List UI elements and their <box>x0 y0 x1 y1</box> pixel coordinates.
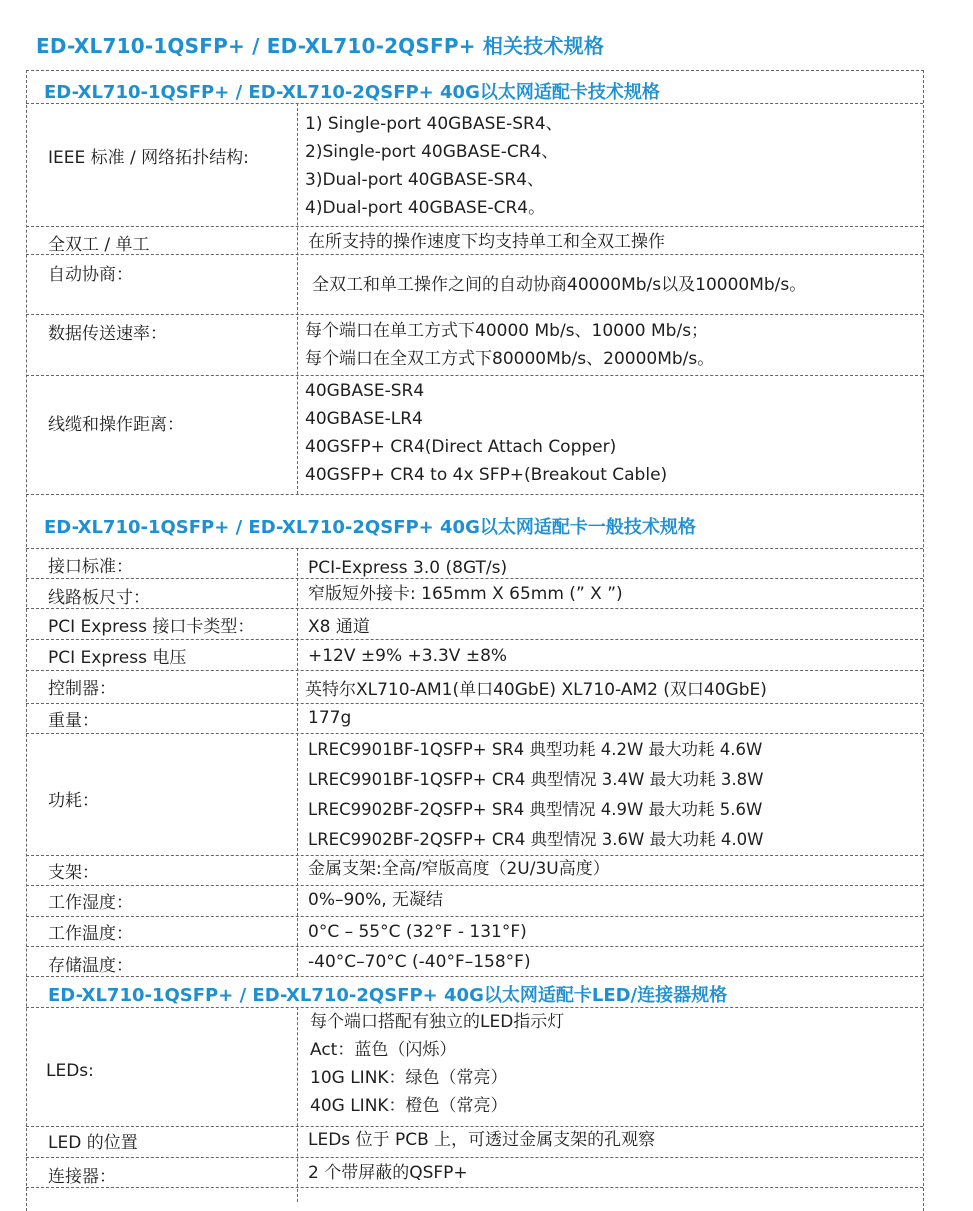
spec-label-interface: 接口标准： <box>48 557 133 577</box>
row-divider <box>26 1157 923 1158</box>
divider <box>26 548 923 549</box>
spec-value-led-position: LEDs 位于 PCB 上，可透过金属支架的孔观察 <box>308 1130 656 1150</box>
spec-label-humidity: 工作湿度： <box>48 893 133 913</box>
spec-label-pci-type: PCI Express 接口卡类型： <box>48 617 255 637</box>
spec-value-line: 3)Dual-port 40GBASE-SR4、 <box>305 170 545 190</box>
spec-value-line: 40GBASE-LR4 <box>305 409 423 429</box>
spec-value-power <box>308 735 763 855</box>
spec-label-board-size: 线路板尺寸： <box>48 588 150 608</box>
spec-value-board-size: 窄版短外接卡: 165mm X 65mm (” X ”) <box>308 584 623 604</box>
spec-value-line: LREC9901BF-1QSFP+ CR4 典型情况 3.4W 最大功耗 3.8W <box>308 770 764 789</box>
spec-value-line: 10G LINK：绿色（常亮） <box>310 1068 508 1088</box>
row-divider <box>26 226 923 227</box>
spec-label-rate: 数据传送速率： <box>48 324 167 344</box>
section-header-led: ED-XL710-1QSFP+ / ED-XL710-2QSFP+ 40G以太网适配卡LED/连接器规格 <box>48 985 728 1006</box>
divider <box>26 103 923 104</box>
spec-value-line: 在所支持的操作速度下均支持单工和全双工操作 <box>308 232 665 252</box>
row-divider <box>26 1187 923 1188</box>
spec-value-bracket: 金属支架:全高/窄版高度（2U/3U高度） <box>308 859 610 879</box>
row-divider <box>26 254 923 255</box>
spec-value-autoneg <box>312 271 806 299</box>
page-title: ED-XL710-1QSFP+ / ED-XL710-2QSFP+ 相关技术规格 <box>36 34 605 58</box>
spec-label-weight: 重量： <box>48 711 99 731</box>
spec-label-op-temp: 工作温度： <box>48 924 133 944</box>
spec-label-bracket: 支架： <box>48 863 99 883</box>
spec-value-pci-type: X8 通道 <box>308 617 370 637</box>
spec-value-op-temp: 0°C – 55°C (32°F - 131°F) <box>308 922 527 942</box>
spec-value-line: 40GSFP+ CR4 to 4x SFP+(Breakout Cable) <box>305 465 668 485</box>
column-divider <box>297 103 298 494</box>
row-divider <box>26 608 923 609</box>
spec-value-rate <box>305 317 714 373</box>
spec-value-interface: PCI-Express 3.0 (8GT/s) <box>308 558 508 578</box>
row-divider <box>26 578 923 579</box>
spec-label-ieee: IEEE 标准 / 网络拓扑结构: <box>48 148 249 168</box>
row-divider <box>26 916 923 917</box>
spec-value-leds <box>310 1008 564 1120</box>
spec-label-duplex: 全双工 / 单工 <box>48 235 150 255</box>
spec-value-line: 每个端口在全双工方式下80000Mb/s、20000Mb/s。 <box>305 349 715 369</box>
spec-label-power: 功耗： <box>48 791 99 811</box>
spec-value-connector: 2 个带屏蔽的QSFP+ <box>308 1163 468 1183</box>
spec-value-cable <box>305 377 667 489</box>
row-divider <box>26 670 923 671</box>
spec-value-line: 40GBASE-SR4 <box>305 381 425 401</box>
spec-value-line: 40GSFP+ CR4(Direct Attach Copper) <box>305 437 617 457</box>
spec-value-controller: 英特尔XL710-AM1(单口40GbE) XL710-AM2 (双口40GbE) <box>305 680 767 700</box>
spec-value-duplex <box>308 228 665 256</box>
spec-value-line: 40G LINK：橙色（常亮） <box>310 1096 508 1116</box>
section-header-tech: ED-XL710-1QSFP+ / ED-XL710-2QSFP+ 40G以太网适配卡技术规格 <box>44 82 660 103</box>
spec-value-humidity: 0%–90%, 无凝结 <box>308 890 444 910</box>
spec-label-storage-temp: 存储温度： <box>48 956 133 976</box>
spec-value-storage-temp: -40°C–70°C (-40°F–158°F) <box>308 952 531 972</box>
spec-label-controller: 控制器： <box>48 679 116 699</box>
spec-value-line: 每个端口在单工方式下40000 Mb/s、10000 Mb/s； <box>305 321 709 341</box>
spec-value-line: Act：蓝色（闪烁） <box>310 1040 457 1060</box>
row-divider <box>26 375 923 376</box>
spec-label-leds: LEDs: <box>46 1061 94 1081</box>
spec-label-cable: 线缆和操作距离： <box>48 415 184 435</box>
row-divider <box>26 733 923 734</box>
spec-value-line: 2)Single-port 40GBASE-CR4、 <box>305 142 559 162</box>
section-header-general: ED-XL710-1QSFP+ / ED-XL710-2QSFP+ 40G以太网适配卡一般技术规格 <box>44 517 696 538</box>
row-divider <box>26 314 923 315</box>
column-divider <box>297 1007 298 1202</box>
row-divider <box>26 976 923 977</box>
spec-value-line: LREC9902BF-2QSFP+ CR4 典型情况 3.6W 最大功耗 4.0W <box>308 830 764 849</box>
spec-label-led-position: LED 的位置 <box>48 1133 138 1153</box>
spec-value-line: LREC9901BF-1QSFP+ SR4 典型功耗 4.2W 最大功耗 4.6W <box>308 740 763 759</box>
spec-value-ieee <box>305 110 563 222</box>
spec-value-pci-voltage: +12V ±9% +3.3V ±8% <box>308 646 508 666</box>
row-divider <box>26 885 923 886</box>
column-divider <box>297 548 298 976</box>
spec-value-line: 每个端口搭配有独立的LED指示灯 <box>310 1012 565 1032</box>
spec-value-weight: 177g <box>308 708 352 728</box>
row-divider <box>26 703 923 704</box>
row-divider <box>26 494 923 495</box>
spec-label-pci-voltage: PCI Express 电压 <box>48 648 187 668</box>
spec-value-line: 4)Dual-port 40GBASE-CR4。 <box>305 198 546 218</box>
spec-value-line: 1) Single-port 40GBASE-SR4、 <box>305 114 563 134</box>
row-divider <box>26 639 923 640</box>
spec-label-autoneg: 自动协商： <box>48 265 133 285</box>
spec-value-line: LREC9902BF-2QSFP+ SR4 典型情况 4.9W 最大功耗 5.6W <box>308 800 763 819</box>
spec-label-connector: 连接器： <box>48 1167 116 1187</box>
spec-value-line: 全双工和单工操作之间的自动协商40000Mb/s以及10000Mb/s。 <box>312 275 807 295</box>
row-divider <box>26 946 923 947</box>
